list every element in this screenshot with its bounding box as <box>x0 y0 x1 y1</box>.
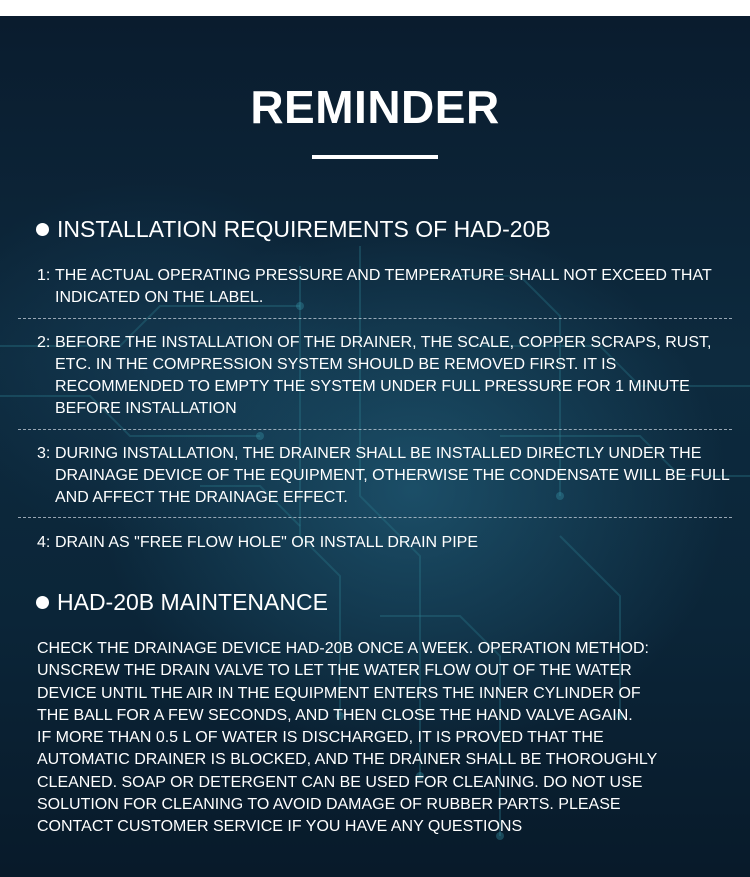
bullet-icon <box>36 596 49 609</box>
dashed-divider <box>18 318 732 319</box>
dashed-divider <box>18 517 732 518</box>
item-text: BEFORE THE INSTALLATION OF THE DRAINER, THE SCALE, COPPER SCRAPS, RUST, ETC. IN THE COMPRESSION SYSTEM SHOULD BE REMOVED FIRST. IT IS RECOMMENDED TO EMPTY THE SYSTEM UNDER FULL PRESSURE FOR 1 MINUTE BEFORE INSTALLATION <box>55 334 712 417</box>
list-item <box>37 265 732 309</box>
maintenance-line: UNSCREW THE DRAIN VALVE TO LET THE WATER FLOW OUT OF THE WATER <box>37 662 632 680</box>
reminder-panel <box>0 16 750 877</box>
page-title: REMINDER <box>250 81 500 133</box>
maintenance-line: DEVICE UNTIL THE AIR IN THE EQUIPMENT ENTERS THE INNER CYLINDER OF <box>37 684 641 702</box>
item-text: DRAIN AS "FREE FLOW HOLE" OR INSTALL DRAIN PIPE <box>55 534 478 551</box>
title-underline <box>312 155 438 159</box>
list-item <box>37 332 732 420</box>
maintenance-line: CONTACT CUSTOMER SERVICE IF YOU HAVE ANY QUESTIONS <box>37 818 523 836</box>
maintenance-line: THE BALL FOR A FEW SECONDS, AND THEN CLOSE THE HAND VALVE AGAIN. <box>37 706 633 724</box>
item-number: 3: <box>37 445 51 462</box>
list-item <box>37 443 732 509</box>
maintenance-heading-text: HAD-20B MAINTENANCE <box>57 589 328 615</box>
item-text: THE ACTUAL OPERATING PRESSURE AND TEMPERATURE SHALL NOT EXCEED THAT INDICATED ON THE LABEL. <box>55 267 712 306</box>
installation-heading <box>36 216 551 243</box>
maintenance-line: CLEANED. SOAP OR DETERGENT CAN BE USED FOR CLEANING. DO NOT USE <box>37 773 643 791</box>
dashed-divider <box>18 429 732 430</box>
maintenance-line: IF MORE THAN 0.5 L OF WATER IS DISCHARGED, IT IS PROVED THAT THE <box>37 729 604 747</box>
maintenance-line: AUTOMATIC DRAINER IS BLOCKED, AND THE DRAINER SHALL BE THOROUGHLY <box>37 751 658 769</box>
item-number: 1: <box>37 267 51 284</box>
bullet-icon <box>36 223 49 236</box>
item-number: 2: <box>37 334 51 351</box>
list-item <box>37 532 732 554</box>
item-text: DURING INSTALLATION, THE DRAINER SHALL BE INSTALLED DIRECTLY UNDER THE DRAINAGE DEVICE OF THE EQUIPMENT, OTHERWISE THE CONDENSATE WILL BE FULL AND AFFECT THE DRAINAGE EFFECT. <box>55 445 730 506</box>
installation-heading-text: INSTALLATION REQUIREMENTS OF HAD-20B <box>57 216 551 242</box>
maintenance-line: CHECK THE DRAINAGE DEVICE HAD-20B ONCE A WEEK. OPERATION METHOD: <box>37 640 649 657</box>
item-number: 4: <box>37 534 51 551</box>
maintenance-paragraph <box>37 638 727 839</box>
maintenance-heading <box>36 589 328 616</box>
maintenance-line: SOLUTION FOR CLEANING TO AVOID DAMAGE OF RUBBER PARTS. PLEASE <box>37 796 621 814</box>
